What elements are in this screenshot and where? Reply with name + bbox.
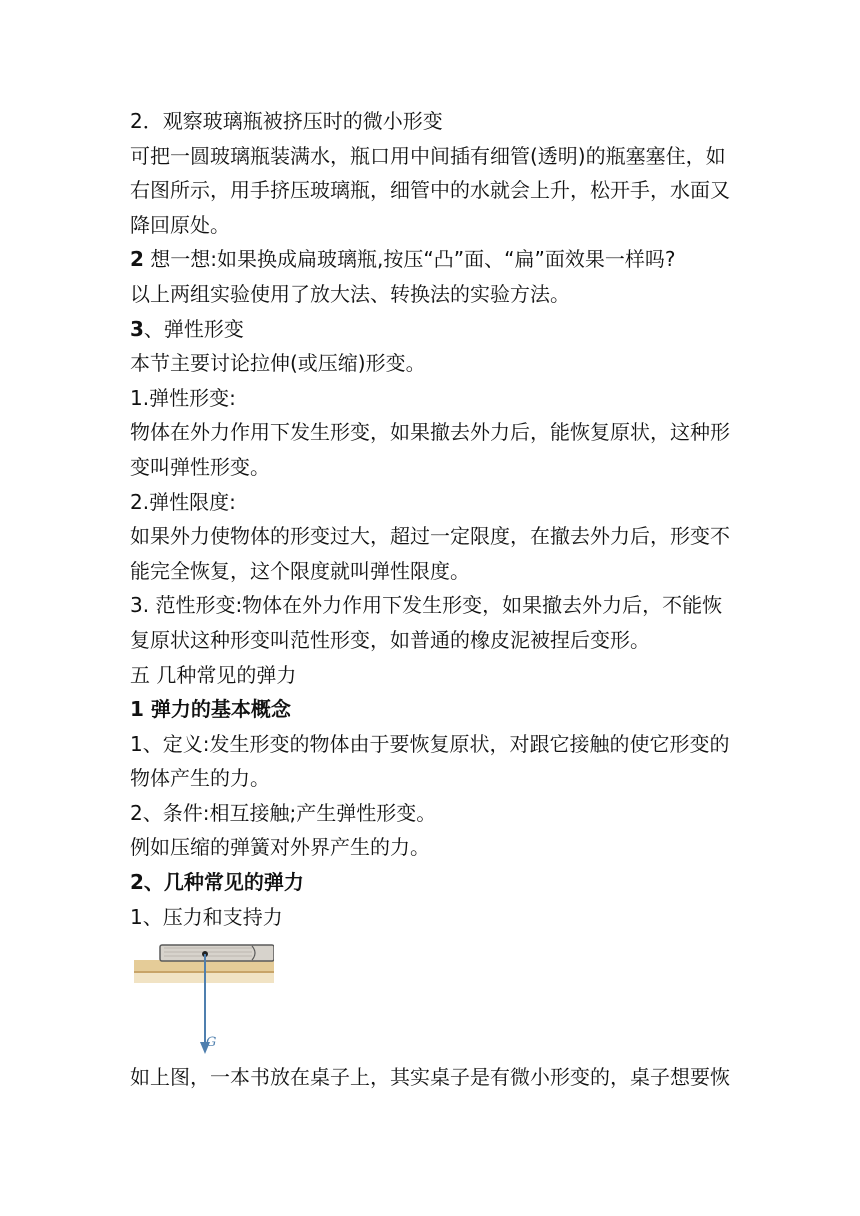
heading-number: 3 [130,316,144,341]
paragraph-line: 变叫弹性形变。 [130,454,270,479]
section-heading-five: 五 几种常见的弹力 [130,662,297,687]
paragraph-line: 降回原处。 [130,212,230,237]
document-body [130,104,734,1095]
book-cover [160,945,274,961]
paragraph-line: 如果外力使物体的形变过大，超过一定限度，在撤去外力后，形变不 [130,524,730,549]
paragraph-line: 3. 范性形变:物体在外力作用下发生形变，如果撤去外力后，不能恢 [130,593,723,618]
heading-bottle-deformation: 2．观察玻璃瓶被挤压时的微小形变 [130,109,443,133]
paragraph-line: 1、定义:发生形变的物体由于要恢复原状，对跟它接触的使它形变的 [130,731,730,756]
heading-elastic-deformation [130,312,734,347]
subheading-limit: 2.弹性限度: [130,489,236,514]
gravity-label: G [206,1035,217,1051]
paragraph-line: 例如压缩的弹簧对外界产生的力。 [130,835,430,860]
heading-basic-concept: 1 弹力的基本概念 [130,697,291,722]
subheading-elastic: 1.弹性形变: [130,385,236,410]
paragraph-line: 物体在外力作用下发生形变，如果撤去外力后，能恢复原状，这种形 [130,420,730,445]
paragraph-line: 2、条件:相互接触;产生弹性形变。 [130,800,437,825]
book-on-table-figure [134,938,274,1060]
book-on-table-illustration [134,938,274,1060]
heading-common-forces: 2、几种常见的弹力 [130,870,304,895]
subheading-pressure-support: 1、压力和支持力 [130,904,283,929]
heading-text: 、弹性形变 [143,316,244,341]
think-text: 想一想:如果换成扁玻璃瓶,按压“凸”面、“扁”面效果一样吗? [143,247,676,272]
paragraph-line: 以上两组实验使用了放大法、转换法的实验方法。 [130,281,570,306]
paragraph-line: 能完全恢复，这个限度就叫弹性限度。 [130,558,470,583]
paragraph-line: 右图所示，用手挤压玻璃瓶，细管中的水就会上升，松开手，水面又 [130,178,730,203]
paragraph-line: 复原状这种形变叫范性形变，如普通的橡皮泥被捏后变形。 [130,627,650,652]
paragraph-line: 物体产生的力。 [130,766,270,791]
think-question [130,242,734,277]
think-number: 2 [130,247,144,272]
paragraph-line: 如上图，一本书放在桌子上，其实桌子是有微小形变的，桌子想要恢 [130,1065,730,1090]
paragraph-line: 本节主要讨论拉伸(或压缩)形变。 [130,351,426,376]
paragraph-line: 可把一圆玻璃瓶装满水，瓶口用中间插有细管(透明)的瓶塞塞住，如 [130,143,726,168]
